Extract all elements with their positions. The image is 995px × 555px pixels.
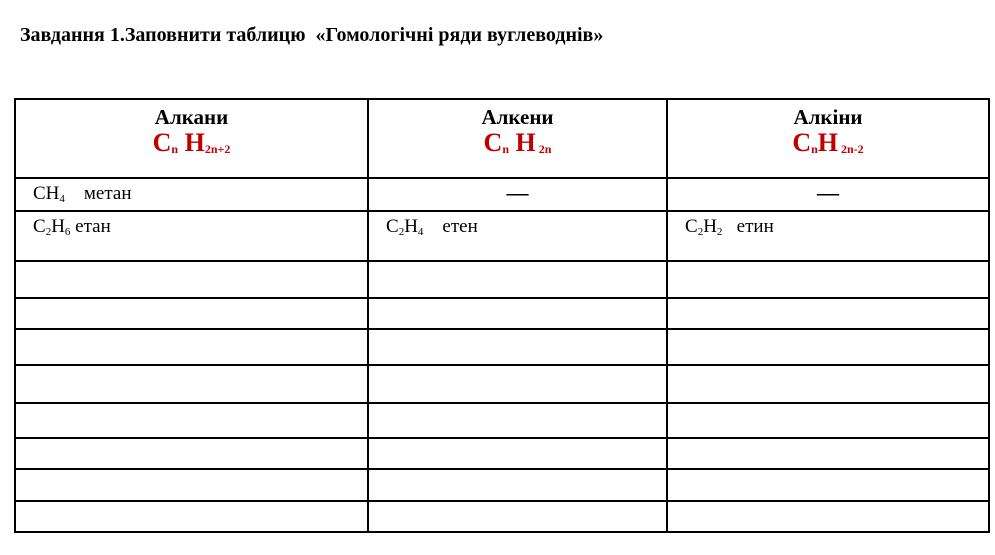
empty-cell[interactable] (667, 438, 989, 469)
empty-table-row (15, 261, 989, 298)
empty-table-row (15, 469, 989, 501)
empty-cell[interactable] (368, 501, 667, 532)
empty-cell[interactable] (15, 438, 368, 469)
empty-cell[interactable] (368, 403, 667, 438)
empty-cell[interactable] (368, 329, 667, 365)
table-row (15, 211, 989, 261)
empty-cell[interactable] (667, 469, 989, 501)
empty-cell[interactable] (15, 261, 368, 298)
empty-table-row (15, 501, 989, 532)
column-title: Алкени (481, 105, 554, 129)
table-cell[interactable]: $C_2H_6$ етан (15, 211, 368, 261)
empty-cell[interactable] (667, 298, 989, 329)
general-formula: $C_n$ $H_{2n+2}$ (152, 128, 231, 157)
empty-cell[interactable] (368, 298, 667, 329)
header-alkanes (15, 99, 368, 178)
empty-cell[interactable] (368, 438, 667, 469)
empty-cell[interactable] (667, 261, 989, 298)
task-title: Завдання 1.Заповнити таблицю «Гомологічні ряди вуглеводнів» (20, 24, 604, 46)
empty-table-row (15, 403, 989, 438)
empty-table-row (15, 329, 989, 365)
header-alkenes (368, 99, 667, 178)
column-title: Алкани (154, 105, 229, 129)
header-row (15, 99, 989, 178)
header-alkynes (667, 99, 989, 178)
general-formula: $C_n$ H $_{2n}$ (483, 128, 552, 157)
column-title: Алкіни (793, 105, 863, 129)
table-cell[interactable]: — (368, 178, 667, 211)
homologous-series-table (14, 98, 990, 533)
empty-cell[interactable] (368, 261, 667, 298)
empty-cell[interactable] (15, 365, 368, 403)
empty-cell[interactable] (368, 365, 667, 403)
table-cell[interactable]: $C_2H_4$ етен (368, 211, 667, 261)
empty-cell[interactable] (15, 501, 368, 532)
empty-cell[interactable] (15, 329, 368, 365)
empty-table-row (15, 298, 989, 329)
empty-cell[interactable] (368, 469, 667, 501)
empty-cell[interactable] (667, 501, 989, 532)
general-formula: $C_nH$ $_{2n-2}$ (792, 128, 864, 157)
empty-cell[interactable] (15, 298, 368, 329)
table-cell[interactable]: $CH_4$ метан (15, 178, 368, 211)
empty-cell[interactable] (667, 329, 989, 365)
table-cell[interactable]: — (667, 178, 989, 211)
empty-cell[interactable] (15, 469, 368, 501)
empty-cell[interactable] (667, 403, 989, 438)
table-cell[interactable]: $C_2H_2$ етин (667, 211, 989, 261)
empty-table-row (15, 438, 989, 469)
empty-table-row (15, 365, 989, 403)
empty-cell[interactable] (667, 365, 989, 403)
empty-cell[interactable] (15, 403, 368, 438)
table-row (15, 178, 989, 211)
